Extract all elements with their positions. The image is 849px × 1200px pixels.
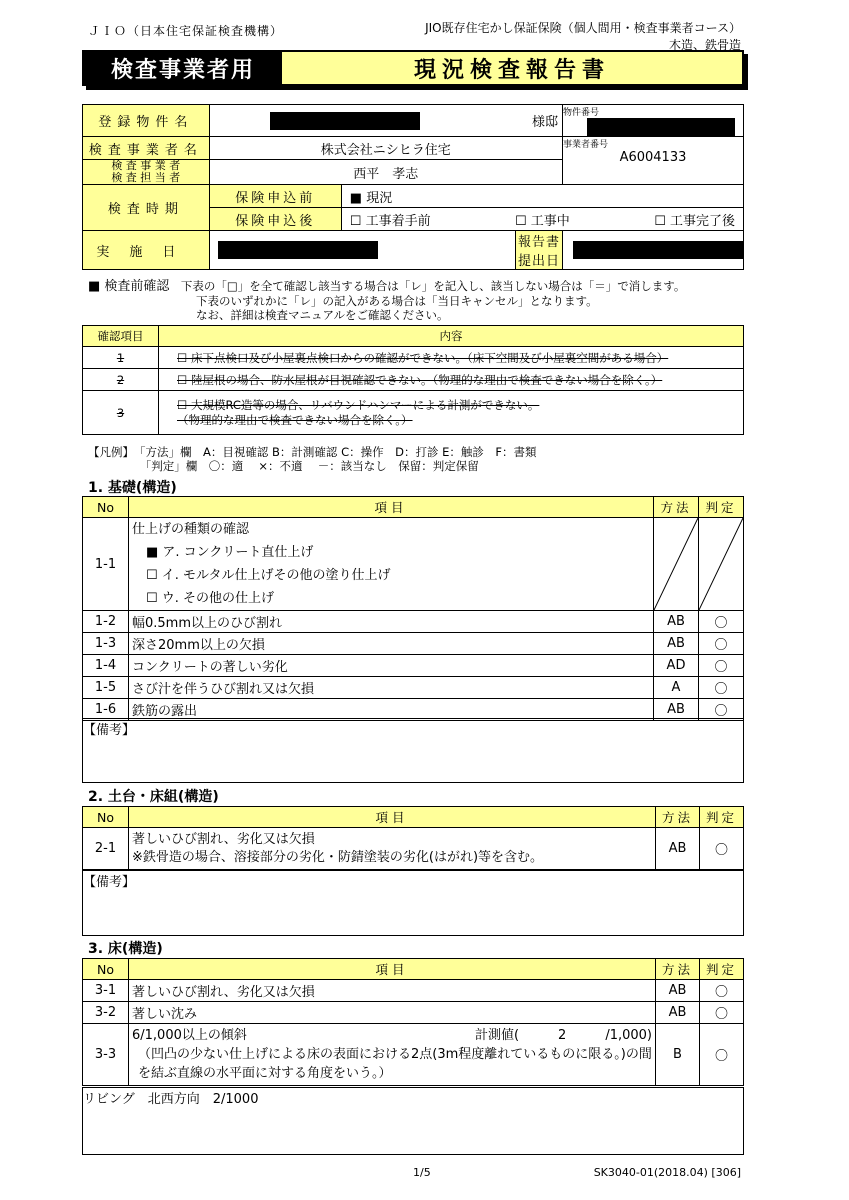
redacted-block (573, 241, 743, 259)
property-no-label: 物件番号 (562, 108, 599, 118)
col-no: No (83, 959, 129, 980)
diagonal-line-icon (654, 518, 698, 610)
row-judge: 〇 (700, 1002, 744, 1024)
pre-check-intro: ■ 検査前確認 下表の「□」を全て確認し該当する場合は「レ」を記入し、該当しない場合は「＝」で消します。 下表のいずれかに「レ」の記入がある場合は「当日キャンセル」となります。 なお、詳細は検査マニュアルをご確認ください。 (88, 279, 686, 322)
info-table (82, 104, 744, 270)
pre-check-row-no: 2 (83, 369, 159, 391)
row-judge: 〇 (700, 828, 744, 870)
row-judge: 〇 (699, 633, 744, 655)
slope-measure: 計測値( 2 /1,000) (474, 1028, 652, 1043)
property-label: 登録物件名 (83, 105, 210, 137)
remarks-label: 【備考】 (83, 875, 136, 890)
section-1-title: 1. 基礎(構造) (88, 480, 177, 496)
pre-check-row-no: 1 (83, 347, 159, 369)
section-3-title: 3. 床(構造) (88, 941, 163, 957)
redacted-block (218, 241, 378, 259)
time-label: 検査時期 (83, 185, 210, 231)
col-no: No (83, 497, 129, 518)
page-title: 現況検査報告書 (282, 52, 742, 84)
method-na (654, 518, 699, 611)
row-item: 著しいひび割れ、劣化又は欠損 (129, 980, 656, 1002)
section-3-table (82, 958, 744, 1086)
page-number: 1/5 (413, 1166, 431, 1179)
row-method: AB (656, 828, 700, 870)
diagonal-line-icon (699, 518, 743, 610)
col-method: 方法 (656, 959, 700, 980)
before-value: ■ 現況 (341, 185, 743, 208)
section-2-title: 2. 土台・床組(構造) (88, 789, 219, 805)
pre-check-row-no: 3 (83, 391, 159, 435)
after-opt-during: ☐ 工事中 (514, 213, 570, 229)
after-options (341, 208, 743, 231)
after-opt-after: ☐ 工事完了後 (654, 213, 735, 229)
business-no-value: A6004133 (619, 150, 687, 165)
pre-check-table (82, 325, 744, 435)
after-opt-before: ☐ 工事着手前 (349, 213, 431, 229)
row-item: 著しいひび割れ、劣化又は欠損 ※鉄骨造の場合、溶接部分の劣化・防錆塗装の劣化(はがれ)等を含む。 (129, 828, 656, 870)
row-no: 1-3 (83, 633, 129, 655)
date-label: 実施日 (83, 231, 210, 270)
finish-type-check (129, 518, 654, 611)
row-method: AB (656, 980, 700, 1002)
title-banner (82, 50, 744, 86)
finish-option-c: ☐ ウ. その他の仕上げ (146, 591, 275, 606)
pre-check-col-item: 確認項目 (83, 326, 159, 347)
person-value: 西平 孝志 (209, 160, 562, 185)
row-judge: 〇 (699, 699, 744, 721)
col-item: 項目 (129, 497, 654, 518)
inspector-value: 株式会社ニシヒラ住宅 (209, 137, 562, 160)
row-method: AB (656, 1002, 700, 1024)
col-judge: 判定 (699, 497, 744, 518)
row-method: AB (654, 633, 699, 655)
row-judge: 〇 (700, 980, 744, 1002)
row-no: 3-2 (83, 1002, 129, 1024)
row-method: AB (654, 611, 699, 633)
pre-check-row-text: ☐ 陸屋根の場合、防水屋根が目視確認できない。（物理的な理由で検査できない場合を除く。） (159, 369, 744, 391)
row-method: B (656, 1024, 700, 1086)
row-item: さび汁を伴うひび割れ又は欠損 (129, 677, 654, 699)
row-judge: 〇 (699, 655, 744, 677)
slope-desc: （凹凸の少ない仕上げによる床の表面における2点(3m程度離れているものに限る。)の間を結ぶ直線の水平面に対する角度をいう。） (138, 1047, 652, 1081)
col-item: 項目 (129, 807, 656, 828)
remarks-label: 【備考】 (83, 723, 136, 738)
row-no: 1-6 (83, 699, 129, 721)
row-judge: 〇 (700, 1024, 744, 1086)
row-item: 幅0.5mm以上のひび割れ (129, 611, 654, 633)
row-no: 3-3 (83, 1024, 129, 1086)
finish-option-a: ■ ア. コンクリート直仕上げ (146, 545, 314, 560)
business-no (562, 137, 743, 185)
pre-check-row-text: ☐ 床下点検口及び小屋裏点検口からの確認ができない。（床下空間及び小屋裏空間がある場合） (159, 347, 744, 369)
banner-inspector-label: 検査事業者用 (84, 52, 282, 84)
remarks-text: リビング 北西方向 2/1000 (83, 1092, 259, 1107)
date-value (209, 231, 515, 270)
row-no: 1-5 (83, 677, 129, 699)
property-name (209, 105, 515, 137)
row-no: 3-1 (83, 980, 129, 1002)
before-label: 保険申込前 (209, 185, 341, 208)
section-2-table (82, 806, 744, 870)
row-no: 1-4 (83, 655, 129, 677)
pre-check-col-content: 内容 (159, 326, 744, 347)
col-judge: 判定 (700, 807, 744, 828)
row-no: 2-1 (83, 828, 129, 870)
row-method: AB (654, 699, 699, 721)
property-suffix: 様邸 (515, 105, 562, 137)
row-item: 深さ20mm以上の欠損 (129, 633, 654, 655)
row-item: 著しい沈み (129, 1002, 656, 1024)
judge-na (699, 518, 744, 611)
header-org: ＪＩＯ（日本住宅保証検査機構） (88, 24, 284, 38)
row-judge: 〇 (699, 611, 744, 633)
finish-type-title: 仕上げの種類の確認 (132, 522, 250, 537)
inspector-label: 検査事業者名 (83, 137, 210, 160)
header-product: JIO既存住宅かし保証保険（個人間用・検査事業者コース） (425, 21, 741, 35)
col-no: No (83, 807, 129, 828)
col-judge: 判定 (700, 959, 744, 980)
row-method: AD (654, 655, 699, 677)
after-label: 保険申込後 (209, 208, 341, 231)
report-date-value (562, 231, 743, 270)
redacted-block (270, 112, 420, 130)
row-item: 鉄筋の露出 (129, 699, 654, 721)
slope-title: 6/1,000以上の傾斜 (132, 1028, 247, 1043)
pre-check-title: ■ 検査前確認 (88, 279, 170, 294)
col-method: 方法 (656, 807, 700, 828)
col-method: 方法 (654, 497, 699, 518)
slope-item (129, 1024, 656, 1086)
property-no (562, 105, 743, 137)
section-2-remarks (82, 870, 744, 936)
row-judge: 〇 (699, 677, 744, 699)
finish-option-b: ☐ イ. モルタル仕上げその他の塗り仕上げ (146, 568, 391, 583)
col-item: 項目 (129, 959, 656, 980)
business-no-label: 事業者番号 (562, 140, 608, 150)
redacted-block (587, 118, 735, 136)
row-no: 1-1 (83, 518, 129, 611)
row-item: コンクリートの著しい劣化 (129, 655, 654, 677)
header-structure: 木造、鉄骨造 (668, 38, 741, 52)
form-code: SK3040-01(2018.04) [306] (593, 1166, 741, 1179)
legend: 【凡例】 「方法」欄 A：目視確認 B：計測確認 C：操作 D：打診 E：触診 F：書類 「判定」欄 〇：適 ×：不適 －：該当なし 保留：判定保留 (88, 445, 537, 473)
row-no: 1-2 (83, 611, 129, 633)
row-method: A (654, 677, 699, 699)
person-label: 検 査 事 業 者 検 査 担 当 者 (83, 160, 210, 185)
section-1-remarks (82, 718, 744, 783)
section-3-remarks (82, 1087, 744, 1155)
section-1-table (82, 496, 744, 721)
report-label: 報告書提出日 (515, 231, 562, 270)
pre-check-row-text: ☐ 大規模RC造等の場合、リバウンドハンマーによる計測ができない。 （物理的な理由で検査できない場合を除く。） (159, 391, 744, 435)
